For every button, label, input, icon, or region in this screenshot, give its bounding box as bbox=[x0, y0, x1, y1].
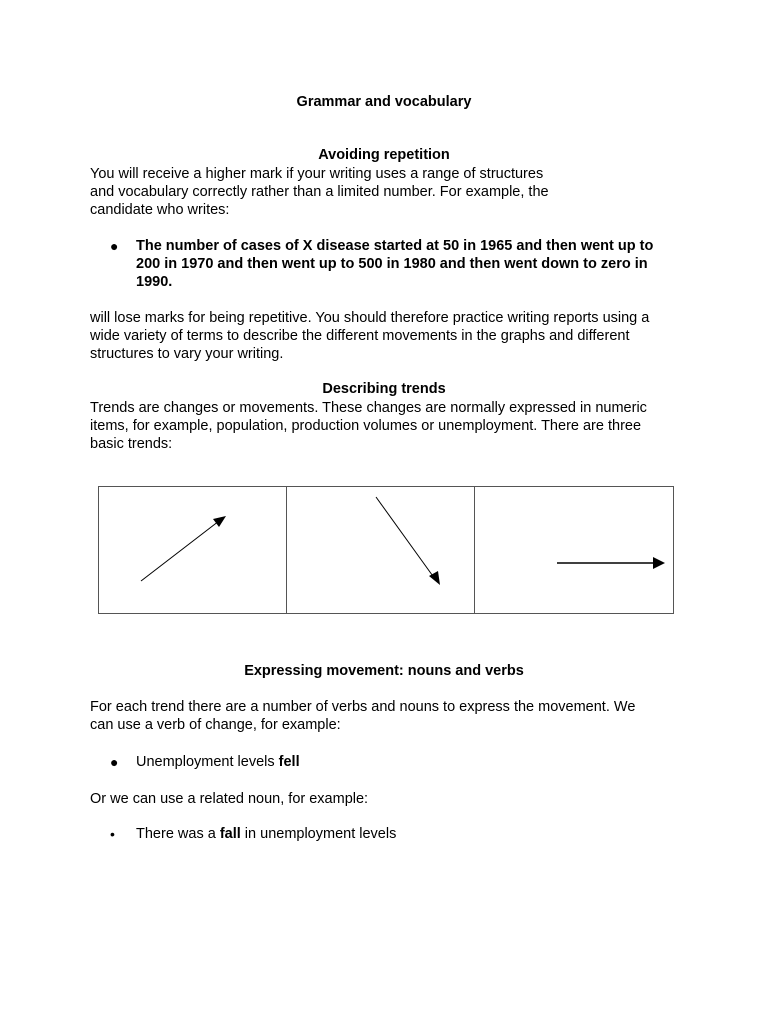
avoiding-intro-paragraph bbox=[90, 165, 680, 219]
verb-example-bullet bbox=[110, 753, 685, 771]
noun-intro-paragraph: Or we can use a related noun, for example: bbox=[90, 791, 369, 807]
text-line: You will receive a higher mark if your writing uses a range of structures bbox=[90, 166, 544, 182]
arrow-up-right-icon bbox=[99, 487, 287, 615]
text-line: 1990. bbox=[136, 274, 173, 290]
trend-cell-level bbox=[475, 487, 673, 613]
text-line: The number of cases of X disease started at 50 in 1965 and then went up to bbox=[136, 238, 654, 254]
bullet-icon: • bbox=[110, 826, 115, 842]
text-line: and vocabulary correctly rather than a limited number. For example, the bbox=[90, 184, 549, 200]
movement-paragraph bbox=[90, 698, 680, 734]
bullet-text bbox=[136, 237, 653, 291]
example-keyword: fall bbox=[219, 826, 241, 842]
example-text: There was a bbox=[136, 826, 220, 842]
avoiding-after-paragraph bbox=[90, 309, 680, 363]
noun-example-bullet bbox=[110, 825, 685, 843]
text-line: wide variety of terms to describe the different movements in the graphs and different bbox=[90, 328, 630, 344]
text-line: items, for example, population, production volumes or unemployment. There are three bbox=[90, 418, 642, 434]
text-line: 200 in 1970 and then went up to 500 in 1980 and then went down to zero in bbox=[136, 256, 648, 272]
bullet-text bbox=[136, 753, 300, 771]
arrow-right-icon bbox=[475, 487, 673, 615]
trend-cell-down bbox=[287, 487, 475, 613]
bullet-text bbox=[136, 825, 396, 843]
text-line: For each trend there are a number of verbs and nouns to express the movement. We bbox=[90, 699, 636, 715]
arrow-down-right-icon bbox=[287, 487, 475, 615]
page-title: Grammar and vocabulary bbox=[296, 94, 472, 110]
text-line: candidate who writes: bbox=[90, 202, 230, 218]
text-line: will lose marks for being repetitive. You should therefore practice writing reports using a bbox=[90, 310, 650, 326]
example-text: in unemployment levels bbox=[240, 826, 397, 842]
trend-arrows-table bbox=[98, 486, 674, 614]
text-line: structures to vary your writing. bbox=[90, 346, 284, 362]
text-line: can use a verb of change, for example: bbox=[90, 717, 341, 733]
example-text: Unemployment levels bbox=[136, 754, 279, 770]
text-line: basic trends: bbox=[90, 436, 173, 452]
section-heading-describing-trends: Describing trends bbox=[322, 381, 446, 397]
text-line: Trends are changes or movements. These changes are normally expressed in numeric bbox=[90, 400, 647, 416]
bullet-icon: ● bbox=[110, 238, 119, 254]
trends-paragraph bbox=[90, 399, 680, 453]
example-keyword: fell bbox=[278, 754, 300, 770]
section-heading-avoiding-repetition: Avoiding repetition bbox=[318, 147, 450, 163]
trend-cell-up bbox=[99, 487, 287, 613]
section-heading-expressing-movement: Expressing movement: nouns and verbs bbox=[244, 663, 524, 679]
repetitive-example-bullet bbox=[110, 237, 685, 291]
bullet-icon: ● bbox=[110, 754, 119, 770]
